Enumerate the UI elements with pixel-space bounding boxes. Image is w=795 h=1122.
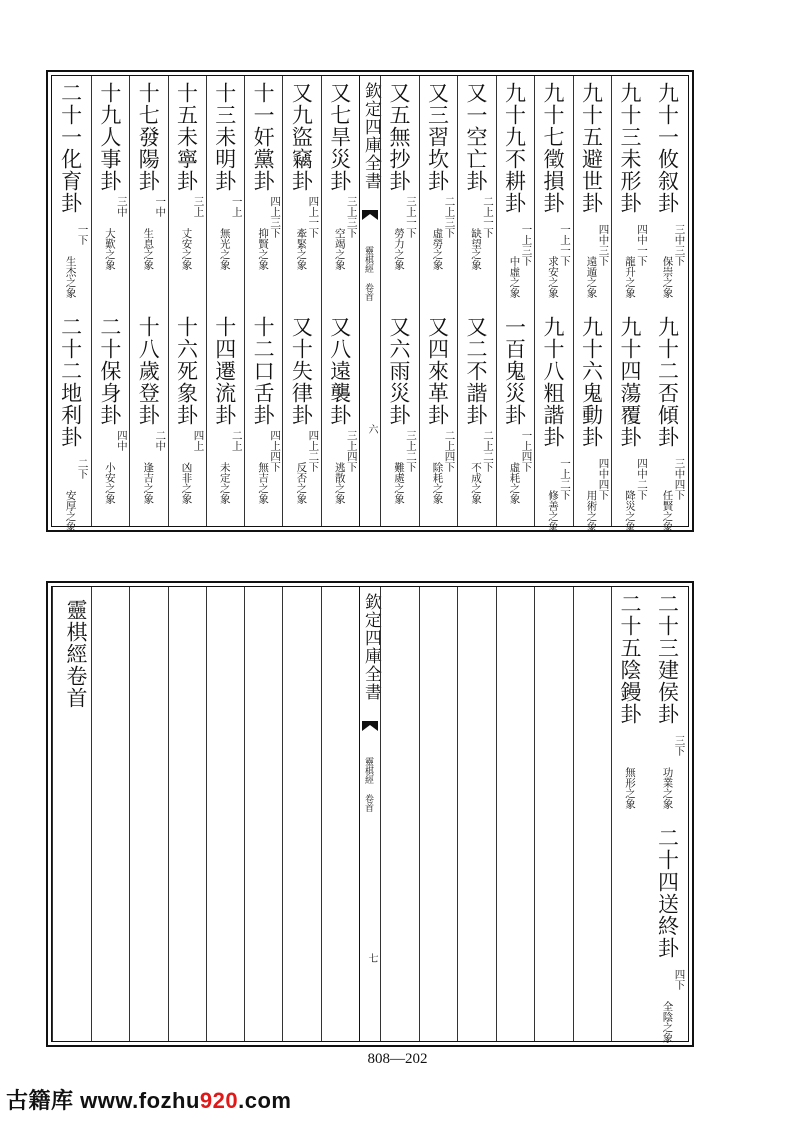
gua-position: 四中一下	[636, 224, 648, 266]
gua-column	[129, 76, 167, 526]
book-label: 靈棋經 卷首	[363, 246, 373, 301]
gua-title: 又三習坎卦	[425, 82, 450, 192]
gua-position: 三上四下	[345, 430, 358, 472]
gua-position: 二上一下	[482, 196, 494, 238]
gua-column	[321, 76, 359, 526]
gua-column	[380, 76, 419, 526]
gua-column	[650, 587, 689, 1041]
gua-description: 修善之象	[547, 490, 559, 532]
gua-title: 九十二否傾卦	[655, 316, 680, 448]
gua-position: 二上二下	[482, 430, 494, 472]
gua-title: 十九人事卦	[97, 82, 122, 192]
gua-title: 二十二地利卦	[58, 316, 83, 448]
empty-column	[206, 587, 244, 1041]
gua-title: 九十六鬼動卦	[579, 316, 604, 448]
gua-title: 二十五陰鏝卦	[618, 593, 642, 725]
gua-description: 凶非之象	[180, 462, 193, 504]
gua-column	[206, 76, 244, 526]
gua-title: 又五無抄卦	[387, 82, 411, 192]
gua-position: 一上四下	[520, 430, 533, 472]
gua-title: 又九盜竊卦	[289, 82, 314, 192]
gua-position: 二上三下	[443, 196, 456, 238]
gua-column	[244, 76, 282, 526]
gua-column	[282, 76, 320, 526]
fish-tail-mark-icon	[362, 721, 378, 731]
library-title: 欽定四庫全書	[361, 82, 381, 190]
gua-position: 三上二下	[405, 430, 417, 472]
gua-title: 又四來革卦	[425, 316, 450, 426]
gua-title: 十七發陽卦	[136, 82, 161, 192]
gua-column	[611, 587, 650, 1041]
gua-title: 十八歲登卦	[136, 316, 161, 426]
gua-position: 四上四下	[269, 430, 282, 472]
gua-title: 又一空亡卦	[464, 82, 488, 192]
gua-description: 降災之象	[624, 490, 636, 532]
gua-description: 全陰之象	[661, 1001, 674, 1043]
gua-title: 九十七徵損卦	[541, 82, 565, 214]
gua-description: 功業之象	[661, 767, 674, 809]
gua-title: 又七旱災卦	[327, 82, 352, 192]
center-spine	[359, 76, 381, 526]
empty-column	[321, 587, 359, 1041]
gua-position: 一上二下	[559, 458, 571, 500]
watermark-text-a: 古籍库 www.fozhu	[6, 1088, 200, 1113]
gua-description: 無光之象	[218, 228, 231, 270]
gua-column	[611, 76, 650, 532]
gua-description: 無吉之象	[257, 462, 270, 504]
gua-position: 四中二下	[636, 458, 648, 500]
gua-title: 九十三未形卦	[618, 82, 642, 214]
gua-position: 四下	[673, 969, 686, 990]
gua-column	[419, 76, 458, 526]
gua-title: 十三未明卦	[212, 82, 237, 192]
watermark-text-b: 920	[199, 1088, 239, 1113]
gua-column	[496, 76, 535, 526]
gua-description: 用術之象	[585, 490, 598, 532]
gua-position: 四上三下	[269, 196, 282, 238]
gua-description: 任賢之象	[661, 490, 674, 532]
page-number: 七	[366, 953, 377, 963]
page-number: 六	[366, 424, 377, 434]
gua-column	[650, 76, 689, 532]
page-seven	[46, 581, 694, 1047]
gua-position: 一中	[154, 196, 167, 217]
gua-title: 九十四蕩覆卦	[618, 316, 642, 448]
gua-position: 二上	[230, 430, 243, 451]
gua-description: 中虛之象	[508, 256, 521, 298]
gua-position: 四中四下	[597, 458, 610, 500]
gua-position: 四中	[115, 430, 128, 451]
gua-description: 求安之象	[547, 256, 559, 298]
gua-position: 四上二下	[307, 430, 320, 472]
gua-column	[91, 76, 129, 526]
gua-position: 二上四下	[443, 430, 456, 472]
gua-position: 四上	[192, 430, 205, 451]
gua-column	[573, 76, 612, 532]
empty-column	[168, 587, 206, 1041]
empty-column	[419, 587, 458, 1041]
empty-column	[457, 587, 496, 1041]
book-label: 靈棋經 卷首	[363, 757, 373, 812]
gua-description: 大歎之象	[103, 228, 116, 270]
gua-description: 保崇之象	[661, 256, 674, 298]
gua-title: 十六死象卦	[174, 316, 199, 426]
gua-description: 勞力之象	[393, 228, 405, 270]
gua-position: 四中三下	[597, 224, 610, 266]
gua-description: 小安之象	[103, 462, 116, 504]
fish-tail-mark-icon	[362, 210, 378, 220]
gua-title: 九十五避世卦	[579, 82, 604, 214]
gua-description: 生息之象	[142, 228, 155, 270]
watermark-text-c: .com	[238, 1088, 292, 1113]
gua-description: 不成之象	[470, 462, 482, 504]
page-six-frame	[51, 75, 689, 532]
gua-description: 難處之象	[393, 462, 405, 504]
center-spine	[359, 587, 381, 1041]
gua-description: 逢吉之象	[142, 462, 155, 504]
gua-position: 三上三下	[345, 196, 358, 238]
gua-title: 十一奸黨卦	[251, 82, 276, 192]
empty-column	[91, 587, 129, 1041]
end-title-column	[52, 587, 92, 1041]
gua-description: 無形之象	[624, 767, 636, 809]
gua-position: 二中	[154, 430, 167, 451]
gua-title: 又十失律卦	[289, 316, 314, 426]
gua-column	[457, 76, 496, 526]
gua-column	[168, 76, 206, 526]
gua-description: 逃散之象	[333, 462, 346, 504]
gua-description: 抑賢之象	[257, 228, 270, 270]
gua-description: 缺望之象	[470, 228, 482, 270]
gua-position: 一上一下	[559, 224, 571, 266]
gua-title: 又六雨災卦	[387, 316, 411, 426]
gua-position: 二下	[76, 458, 89, 479]
gua-description: 丈安之象	[180, 228, 193, 270]
gua-description: 除耗之象	[431, 462, 444, 504]
gua-title: 二十三建侯卦	[655, 593, 680, 725]
gua-title: 又八遠襲卦	[327, 316, 352, 426]
gua-description: 虛耗之象	[508, 462, 521, 504]
gua-column	[53, 76, 91, 532]
gua-description: 空竭之象	[333, 228, 346, 270]
gua-title: 又二不諧卦	[464, 316, 488, 426]
gua-position: 三上	[192, 196, 205, 217]
empty-column	[129, 587, 167, 1041]
gua-position: 三中	[115, 196, 128, 217]
gua-position: 三下	[673, 735, 686, 756]
watermark	[6, 1084, 291, 1115]
gua-title: 九十一攸叙卦	[655, 82, 680, 214]
page-seven-frame	[51, 586, 689, 1042]
gua-title: 二十保身卦	[97, 316, 122, 426]
gua-title: 十五未寧卦	[174, 82, 199, 192]
gua-title: 十二口舌卦	[251, 316, 276, 426]
gua-description: 龍升之象	[624, 256, 636, 298]
gua-position: 一上三下	[520, 224, 533, 266]
gua-title: 一百鬼災卦	[502, 316, 527, 426]
gua-position: 三中三下	[673, 224, 686, 266]
empty-column	[534, 587, 573, 1041]
empty-column	[282, 587, 320, 1041]
page-six	[46, 70, 694, 532]
page-code: 808—202	[367, 1051, 428, 1067]
gua-position: 一下	[76, 224, 89, 245]
gua-description: 牽緊之象	[295, 228, 308, 270]
gua-title: 九十八粗諧卦	[541, 316, 565, 448]
gua-title: 二十一化育卦	[58, 82, 83, 214]
gua-title: 十四遷流卦	[212, 316, 237, 426]
gua-description: 虛勞之象	[431, 228, 444, 270]
empty-column	[496, 587, 535, 1041]
gua-description: 反否之象	[295, 462, 308, 504]
gua-title: 二十四送終卦	[655, 827, 680, 959]
gua-description: 生杰之象	[64, 256, 77, 298]
gua-position: 一上	[230, 196, 243, 217]
gua-description: 遠遁之象	[585, 256, 598, 298]
empty-column	[244, 587, 282, 1041]
gua-position: 三中四下	[673, 458, 686, 500]
gua-title: 九十九不耕卦	[502, 82, 527, 214]
empty-column	[573, 587, 612, 1041]
empty-column	[380, 587, 419, 1041]
gua-description: 安厚之象	[64, 490, 77, 532]
library-title: 欽定四庫全書	[361, 593, 381, 701]
end-title: 靈棋經卷首	[64, 599, 88, 709]
gua-position: 四上一下	[307, 196, 320, 238]
gua-column	[534, 76, 573, 532]
gua-description: 未定之象	[218, 462, 231, 504]
gua-position: 三上一下	[405, 196, 417, 238]
